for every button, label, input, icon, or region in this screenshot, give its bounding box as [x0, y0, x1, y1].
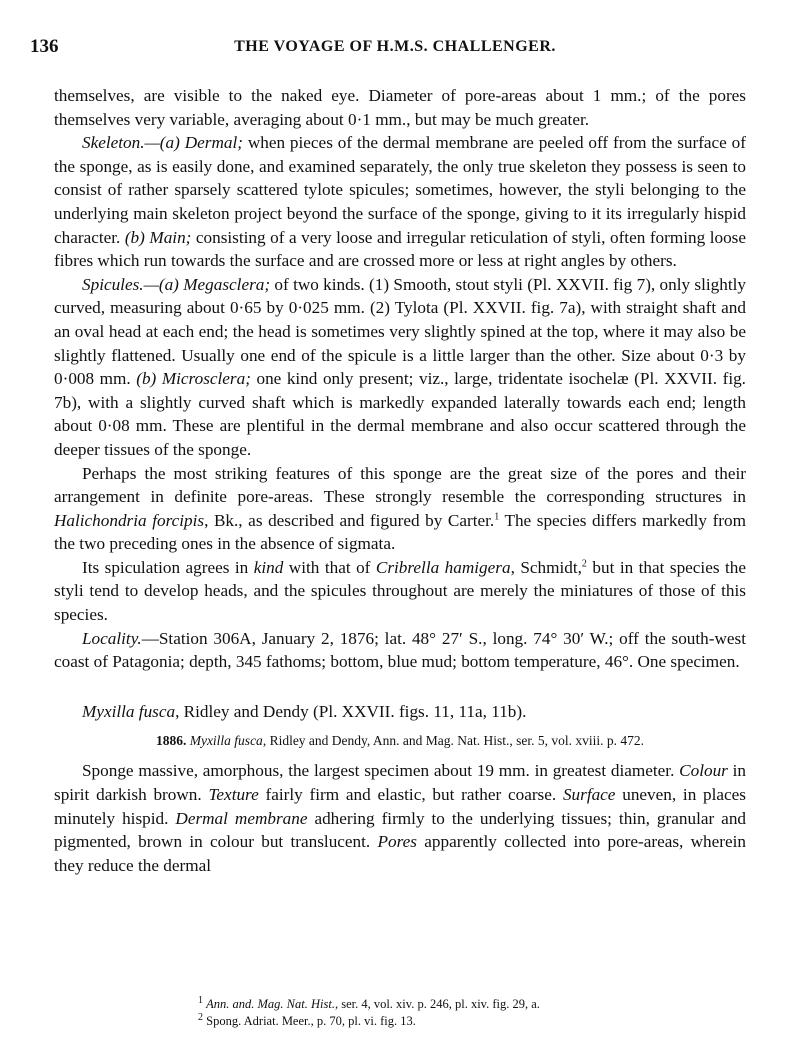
species-heading: [54, 700, 746, 724]
spiculation-text-3: , Schmidt,: [510, 557, 582, 577]
description-text-3: fairly firm and elastic, but rather coarse.: [258, 785, 563, 805]
description-text-5: adhering firmly to the underlying tissues; thin, granular and pigmented, brown in colour but translucent.: [54, 808, 747, 852]
features-species: Halichondria forcipis: [54, 510, 205, 530]
paragraph-skeleton: [54, 131, 746, 273]
description-text-2: in spirit darkish brown.: [54, 761, 746, 805]
footnote-2: [198, 1013, 758, 1030]
skeleton-main-label: (b) Main;: [124, 227, 192, 247]
locality-label: Locality.: [82, 628, 142, 648]
footnote-1: [198, 996, 758, 1013]
paragraph-spicules: [54, 273, 746, 462]
page-header: [30, 36, 760, 66]
features-text-2: , Bk., as described and figured by Carter.: [204, 510, 495, 530]
species-reference: [54, 731, 746, 751]
spicules-label: Spicules.: [82, 274, 144, 294]
locality-text: —Station 306A, January 2, 1876; lat. 48° 27′ S., long. 74° 30′ W.; off the south-west coast of Patagonia; depth, 345 fathoms; bottom, blue mud; bottom temperature, 46°. One specimen.: [54, 628, 746, 672]
reference-name: Myxilla fusca: [189, 733, 263, 749]
paragraph-features: [54, 462, 746, 556]
body-text: [54, 84, 746, 877]
footnote-2-text: Spong. Adriat. Meer., p. 70, pl. vi. fig. 13.: [206, 1014, 416, 1028]
spiculation-text-4: but in that species the styli tend to develop heads, and the spicules throughout are merely the miniatures of those of this species.: [54, 557, 746, 625]
description-pores: Pores: [377, 832, 417, 852]
spicules-megasclera-label: —(a) Megasclera;: [143, 274, 271, 294]
skeleton-main-text: consisting of a very loose and irregular reticulation of styli, often forming loose fibres which run towards the surface and are crossed more or less at right angles by others.: [54, 227, 746, 271]
footnote-1-rest: , ser. 4, vol. xiv. p. 246, pl. xiv. fig. 29, a.: [334, 997, 540, 1011]
spiculation-kind: kind: [253, 557, 284, 577]
paragraph-description: [54, 759, 746, 877]
spicules-microsclera-label: (b) Microsclera;: [136, 369, 251, 389]
footnote-1-mark: 1: [198, 994, 203, 1006]
running-title: THE VOYAGE OF H.M.S. CHALLENGER.: [234, 38, 556, 55]
reference-rest: , Ridley and Dendy, Ann. and Mag. Nat. Hist., ser. 5, vol. xviii. p. 472.: [262, 733, 645, 749]
skeleton-dermal-label: —(a) Dermal;: [144, 133, 243, 153]
footnotes: [198, 996, 758, 1030]
spiculation-text-1: Its spiculation agrees in: [82, 557, 254, 577]
footnote-2-mark: 2: [198, 1011, 203, 1023]
skeleton-dermal-text: when pieces of the dermal membrane are peeled off from the surface of the sponge, as is easily done, and examined separately, the only true skeleton they possess is seen to consist of rather sparsely scattered tylote spicules; sometimes, however, the styli belonging to the underlying main skeleton project beyond the surface of the sponge, giving to it its irregularly hispid character.: [54, 133, 746, 247]
reference-year: 1886.: [155, 733, 187, 749]
footnote-ref-1: 1: [494, 510, 500, 522]
spicules-microsclera-text: one kind only present; viz., large, tridentate isochelæ (Pl. XXVII. fig. 7b), with a slightly curved shaft which is markedly expanded laterally towards each end; length about 0·08 mm. These are plentiful in the dermal membrane and also occur scattered through the deeper tissues of the sponge.: [54, 369, 746, 459]
description-text-4: uneven, in places minutely hispid.: [54, 785, 746, 828]
paragraph-locality: [54, 627, 746, 674]
footnote-ref-2: 2: [581, 558, 587, 570]
description-text-6: apparently collected into pore-areas, wherein they reduce the dermal: [54, 832, 746, 875]
page-number: 136: [30, 36, 59, 57]
description-surface: Surface: [562, 785, 616, 805]
species-heading-rest: , Ridley and Dendy (Pl. XXVII. figs. 11, 11a, 11b).: [175, 701, 527, 721]
spiculation-text-2: with that of: [283, 557, 376, 577]
description-dermal: Dermal membrane: [175, 808, 308, 828]
features-text-3: The species differs markedly from the two preceding ones in the absence of sigmata.: [54, 510, 746, 554]
description-colour: Colour: [679, 761, 728, 781]
paragraph-pores: themselves, are visible to the naked eye. Diameter of pore-areas about 1 mm.; of the pores themselves very variable, averaging about 0·1 mm., but may be much greater.: [54, 86, 746, 129]
skeleton-label: Skeleton.: [82, 133, 145, 153]
footnote-1-title: Ann. and. Mag. Nat. Hist.: [206, 997, 335, 1011]
spiculation-species: Cribrella hamigera: [375, 557, 511, 577]
spicules-megasclera-text: of two kinds. (1) Smooth, stout styli (Pl. XXVII. fig 7), only slightly curved, measuring about 0·65 by 0·025 mm. (2) Tylota (Pl. XXVII. fig. 7a), with straight shaft and an oval head at each end; the head is sometimes very slightly spined at the top, where it may also be slightly flattened. Usually one end of the spicule is a little larger than the other. Size about 0·3 by 0·008 mm.: [54, 274, 746, 389]
species-name: Myxilla fusca: [82, 701, 176, 721]
features-text-1: Perhaps the most striking features of this sponge are the great size of the pores and their arrangement in definite pore-areas. These strongly resemble the corresponding structures in: [54, 463, 746, 507]
paragraph-spiculation: [54, 556, 746, 627]
description-text-1: Sponge massive, amorphous, the largest specimen about 19 mm. in greatest diameter.: [82, 761, 680, 781]
description-texture: Texture: [208, 785, 259, 805]
